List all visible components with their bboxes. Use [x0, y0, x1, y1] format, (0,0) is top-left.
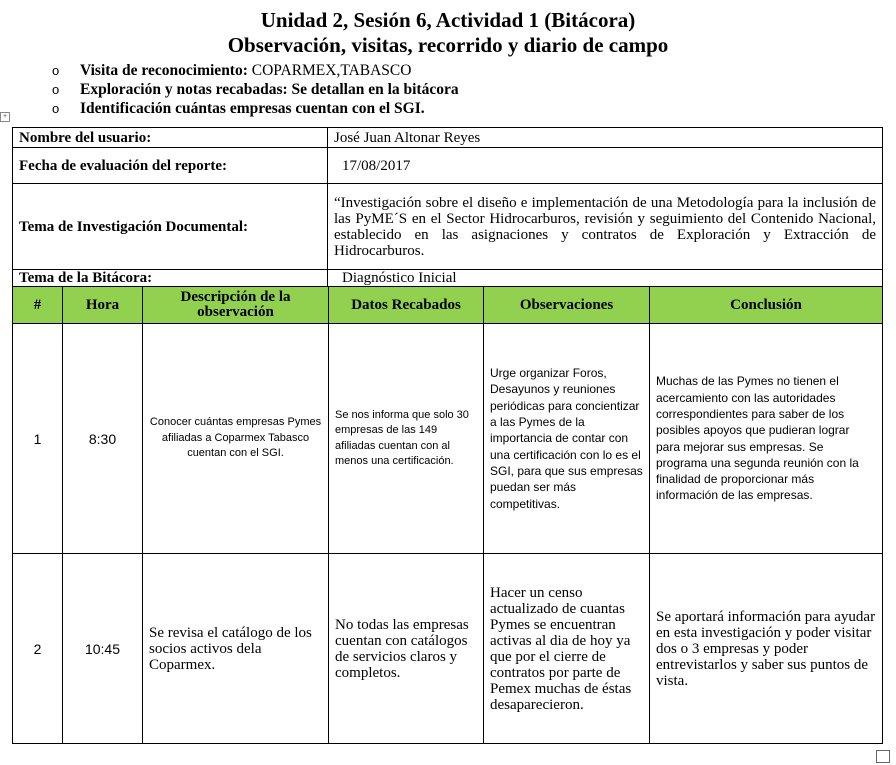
info-row-fecha	[13, 148, 883, 184]
row-descripcion: Conocer cuántas empresas Pymes afiliadas a Coparmex Tabasco cuentan con el SGI.	[143, 324, 329, 554]
tema-bitacora-label: Tema de la Bitácora:	[13, 270, 328, 287]
table-move-handle-icon[interactable]: +	[0, 112, 10, 122]
bullet-item	[48, 99, 459, 118]
fecha-label: Fecha de evaluación del reporte:	[13, 148, 328, 184]
header-datos: Datos Recabados	[329, 287, 484, 324]
table-header-row	[13, 287, 883, 324]
bullet-value: COPARMEX,TABASCO	[251, 62, 412, 79]
bullet-marker-icon: o	[52, 82, 60, 97]
row-number: 1	[13, 324, 63, 554]
row-conclusion: Se aportará información para ayudar en esta investigación y poder visitar dos o 3 empresas y poder entrevistarlos y saber sus puntos de vista.	[650, 554, 883, 744]
header-conclusion: Conclusión	[650, 287, 883, 324]
row-number: 2	[13, 554, 63, 744]
row-hora: 8:30	[63, 324, 143, 554]
usuario-value: José Juan Altonar Reyes	[328, 128, 883, 148]
row-datos: No todas las empresas cuentan con catálogos de servicios claros y completos.	[329, 554, 484, 744]
bullet-item	[48, 61, 459, 80]
fecha-value: 17/08/2017	[328, 148, 883, 184]
row-datos: Se nos informa que solo 30 empresas de las 149 afiliadas cuentan con al menos una certificación.	[329, 324, 484, 554]
header-descripcion: Descripción de la observación	[143, 287, 329, 324]
bullet-marker-icon: o	[52, 101, 60, 116]
tema-investigacion-label: Tema de Investigación Documental:	[13, 184, 328, 270]
header-observaciones: Observaciones	[484, 287, 650, 324]
header-hora: Hora	[63, 287, 143, 324]
header-num: #	[13, 287, 63, 324]
resize-handle-icon[interactable]	[876, 750, 890, 763]
tema-investigacion-value: “Investigación sobre el diseño e implementación de una Metodología para la inclusión de las PyME´S en el Sector Hidrocarburos, revisión y seguimiento del Contenido Nacional, establecido en las asignaciones y contratos de Exploración y Extracción de Hidrocarburos.	[328, 184, 883, 270]
bullet-label: Identificación cuántas empresas cuentan con el SGI.	[80, 100, 425, 117]
info-row-usuario	[13, 128, 883, 148]
table-row	[13, 324, 883, 554]
usuario-label: Nombre del usuario:	[13, 128, 328, 148]
row-descripcion: Se revisa el catálogo de los socios activos dela Coparmex.	[143, 554, 329, 744]
row-observaciones: Hacer un censo actualizado de cuantas Pymes se encuentran activas al dia de hoy ya que por el cierre de contratos por parte de Pemex muchas de éstas desaparecieron.	[484, 554, 650, 744]
bitacora-table	[12, 286, 883, 744]
tema-bitacora-value: Diagnóstico Inicial	[328, 270, 883, 287]
info-table	[12, 127, 883, 287]
info-row-tema-investigacion	[13, 184, 883, 270]
bullet-item	[48, 80, 459, 99]
bullet-label: Exploración y notas recabadas: Se detallan en la bitácora	[80, 81, 459, 98]
document-title: Unidad 2, Sesión 6, Actividad 1 (Bitácora)	[260, 8, 636, 32]
row-hora: 10:45	[63, 554, 143, 744]
info-row-tema-bitacora	[13, 270, 883, 287]
bullet-marker-icon: o	[52, 63, 60, 78]
bullet-label: Visita de reconocimiento:	[80, 62, 248, 79]
document-subtitle: Observación, visitas, recorrido y diario de campo	[227, 33, 669, 57]
row-observaciones: Urge organizar Foros, Desayunos y reuniones periódicas para concientizar a las Pymes de la importancia de contar con una certificación con lo es el SGI, para que sus empresas puedan ser más competitivas.	[484, 324, 650, 554]
row-conclusion: Muchas de las Pymes no tienen el acercamiento con las autoridades correspondientes para saber de los posibles apoyos que pudieran lograr para mejorar sus empresas. Se programa una segunda reunión con la finalidad de proporcionar más información de las empresas.	[650, 324, 883, 554]
table-row	[13, 554, 883, 744]
bullet-list	[48, 61, 459, 118]
